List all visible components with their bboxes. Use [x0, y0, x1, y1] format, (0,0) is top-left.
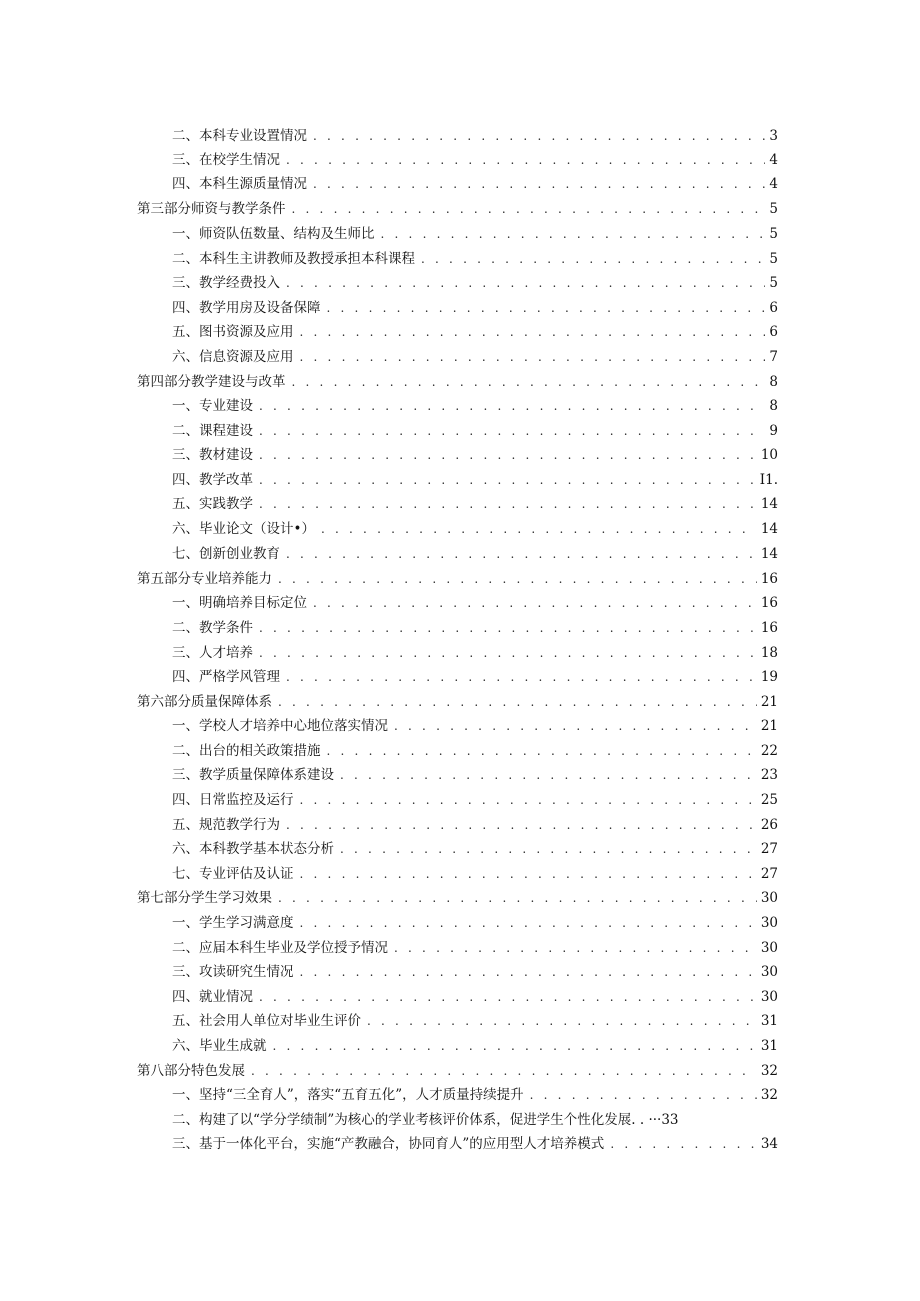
toc-page-number: 10	[760, 447, 778, 463]
toc-page-number: 18	[760, 645, 778, 661]
dot-leader	[321, 520, 757, 538]
dot-leader	[300, 791, 757, 809]
toc-entry[interactable]	[172, 274, 778, 292]
toc-entry[interactable]	[172, 816, 778, 834]
toc-entry-title: 一、明确培养目标定位	[172, 595, 307, 611]
dot-leader	[421, 250, 765, 268]
toc-page-number: 14	[760, 521, 778, 537]
toc-entry-title: 二、出台的相关政策措施	[172, 743, 321, 759]
toc-page-number: 21	[760, 718, 778, 734]
dot-leader	[300, 348, 766, 366]
toc-entry[interactable]	[172, 1012, 778, 1030]
dot-leader	[259, 446, 757, 464]
toc-page-number: 30	[760, 989, 778, 1005]
dot-leader	[313, 127, 765, 145]
toc-entry-title: 五、社会用人单位对毕业生评价	[172, 1013, 361, 1029]
toc-entry[interactable]	[172, 299, 778, 317]
toc-page-number: 26	[760, 817, 778, 833]
dot-leader	[286, 274, 765, 292]
toc-page-number: 8	[769, 398, 778, 414]
toc-section-entry[interactable]	[137, 889, 778, 907]
toc-page-number: 32	[760, 1063, 778, 1079]
toc-entry[interactable]	[172, 791, 778, 809]
toc-entry-title: 四、就业情况	[172, 989, 253, 1005]
toc-page-number: 3	[769, 128, 778, 144]
toc-page-number: 23	[760, 767, 778, 783]
dot-leader	[259, 619, 757, 637]
toc-entry-title: 一、坚持“三全育人”，落实“五育五化”，人才质量持续提升	[172, 1087, 524, 1103]
toc-entry-title: 三、攻读研究生情况	[172, 964, 294, 980]
toc-entry-title: 四、教学用房及设备保障	[172, 300, 321, 316]
toc-entry[interactable]	[172, 127, 778, 145]
toc-entry-title: 三、教材建设	[172, 447, 253, 463]
toc-page-number: 8	[769, 374, 778, 390]
dot-leader	[278, 889, 757, 907]
toc-entry-title: 五、规范教学行为	[172, 817, 280, 833]
dot-leader	[313, 175, 765, 193]
toc-entry-title: 第六部分质量保障体系	[137, 694, 272, 710]
dot-leader	[259, 644, 757, 662]
dot-leader	[278, 693, 757, 711]
toc-page-number: 6	[769, 300, 778, 316]
dot-leader	[300, 323, 766, 341]
toc-entry-title: 六、毕业论文（设计•）	[172, 521, 315, 537]
toc-entry[interactable]	[172, 1135, 778, 1153]
dot-leader	[286, 668, 757, 686]
toc-entry[interactable]	[172, 594, 778, 612]
toc-page-number: 16	[760, 595, 778, 611]
toc-entry[interactable]	[172, 471, 778, 489]
toc-page-number: 14	[760, 496, 778, 512]
toc-page-number: 32	[760, 1087, 778, 1103]
toc-page-number: 31	[760, 1013, 778, 1029]
dot-leader	[251, 1062, 757, 1080]
toc-entry[interactable]	[172, 840, 778, 858]
dot-leader	[394, 717, 757, 735]
toc-entry[interactable]	[172, 742, 778, 760]
toc-entry-title: 六、本科教学基本状态分析	[172, 841, 334, 857]
toc-entry-title: 三、基于一体化平台，实施“产教融合，协同育人”的应用型人才培养模式	[172, 1136, 605, 1152]
dot-leader	[300, 865, 757, 883]
toc-entry-title: 二、本科专业设置情况	[172, 128, 307, 144]
dot-leader	[259, 988, 757, 1006]
toc-page-number: 27	[760, 866, 778, 882]
toc-entry-title: 二、课程建设	[172, 423, 253, 439]
dot-leader	[340, 766, 757, 784]
toc-entry-title: 第七部分学生学习效果	[137, 890, 272, 906]
toc-page-number: 19	[760, 669, 778, 685]
toc-entry[interactable]	[172, 446, 778, 464]
toc-entry-title: 五、图书资源及应用	[172, 324, 294, 340]
toc-entry[interactable]	[172, 668, 778, 686]
toc-entry-title: 一、学生学习满意度	[172, 915, 294, 931]
dot-leader	[327, 742, 757, 760]
toc-page-number: 5	[769, 251, 778, 267]
dot-leader	[286, 151, 765, 169]
dot-leader	[292, 200, 766, 218]
toc-entry-title: 六、毕业生成就	[172, 1038, 267, 1054]
toc-entry[interactable]	[172, 495, 778, 513]
dot-leader	[313, 594, 757, 612]
toc-page-number: 16	[760, 620, 778, 636]
toc-page-number: 9	[769, 423, 778, 439]
dot-leader	[530, 1086, 757, 1104]
toc-page-number: 25	[760, 792, 778, 808]
toc-entry[interactable]	[172, 865, 778, 883]
toc-page-number: 5	[769, 201, 778, 217]
toc-page-number: 22	[760, 743, 778, 759]
dot-leader	[610, 1135, 757, 1153]
toc-entry-title: 一、专业建设	[172, 398, 253, 414]
toc-page-number: 5	[769, 275, 778, 291]
toc-entry[interactable]	[172, 225, 778, 243]
toc-section-entry[interactable]	[137, 570, 778, 588]
toc-entry-title: 六、信息资源及应用	[172, 349, 294, 365]
toc-entry[interactable]	[172, 619, 778, 637]
toc-page-number: 27	[760, 841, 778, 857]
toc-page-number: 30	[760, 964, 778, 980]
toc-entry-title: 二、教学条件	[172, 620, 253, 636]
dot-leader	[259, 422, 765, 440]
toc-entry-title: 一、学校人才培养中心地位落实情况	[172, 718, 388, 734]
toc-page-number: 4	[769, 176, 778, 192]
toc-entry-title: 七、创新创业教育	[172, 546, 280, 562]
toc-page-number: 30	[760, 890, 778, 906]
toc-page-number: 21	[760, 694, 778, 710]
dot-leader	[278, 570, 757, 588]
toc-entry[interactable]	[172, 717, 778, 735]
toc-page-number: 7	[769, 349, 778, 365]
toc-entry[interactable]	[172, 988, 778, 1006]
toc-entry[interactable]	[172, 323, 778, 341]
toc-entry[interactable]	[172, 766, 778, 784]
toc-entry-title: 二、构建了以“学分学绩制”为核心的学业考核评价体系，促进学生个性化发展. . ···33	[172, 1112, 679, 1128]
toc-entry[interactable]	[172, 520, 778, 538]
toc-entry-title: 第四部分教学建设与改革	[137, 374, 286, 390]
toc-page-number: 31	[760, 1038, 778, 1054]
toc-entry[interactable]	[172, 914, 778, 932]
dot-leader	[286, 816, 757, 834]
toc-entry-title: 第八部分特色发展	[137, 1063, 245, 1079]
toc-page-number: 14	[760, 546, 778, 562]
toc-entry-title: 五、实践教学	[172, 496, 253, 512]
toc-entry[interactable]	[172, 963, 778, 981]
dot-leader	[340, 840, 757, 858]
toc-entry-title: 二、本科生主讲教师及教授承担本科课程	[172, 251, 415, 267]
dot-leader	[259, 397, 765, 415]
dot-leader	[394, 939, 757, 957]
toc-entry-title: 七、专业评估及认证	[172, 866, 294, 882]
toc-entry[interactable]	[172, 1037, 778, 1055]
toc-section-entry[interactable]	[137, 1062, 778, 1080]
toc-entry-title: 四、本科生源质量情况	[172, 176, 307, 192]
toc-entry[interactable]	[172, 397, 778, 415]
toc-page-number: 30	[760, 940, 778, 956]
toc-page-number: 4	[769, 152, 778, 168]
dot-leader	[259, 495, 757, 513]
dot-leader	[292, 373, 766, 391]
toc-entry-title: 第三部分师资与教学条件	[137, 201, 286, 217]
toc-entry-title: 二、应届本科生毕业及学位授予情况	[172, 940, 388, 956]
toc-entry[interactable]	[172, 1086, 778, 1104]
toc-entry[interactable]	[172, 151, 778, 169]
toc-page-number: 30	[760, 915, 778, 931]
toc-entry-title: 第五部分专业培养能力	[137, 571, 272, 587]
dot-leader	[300, 914, 757, 932]
toc-page-number: 34	[760, 1136, 778, 1152]
dot-leader	[381, 225, 766, 243]
toc-entry-title: 三、教学经费投入	[172, 275, 280, 291]
toc-entry[interactable]	[172, 348, 778, 366]
toc-entry[interactable]	[172, 939, 778, 957]
toc-section-entry[interactable]	[137, 373, 778, 391]
toc-section-entry[interactable]	[137, 693, 778, 711]
toc-section-entry[interactable]	[137, 200, 778, 218]
dot-leader	[327, 299, 766, 317]
toc-entry-title: 四、教学改革	[172, 472, 253, 488]
dot-leader	[367, 1012, 757, 1030]
toc-entry-title: 四、严格学风管理	[172, 669, 280, 685]
toc-entry[interactable]	[172, 422, 778, 440]
dot-leader	[259, 471, 756, 489]
toc-entry[interactable]	[172, 1111, 778, 1129]
toc-entry[interactable]	[172, 175, 778, 193]
toc-page-number: I1.	[759, 472, 778, 488]
toc-entry-title: 四、日常监控及运行	[172, 792, 294, 808]
toc-page-number: 6	[769, 324, 778, 340]
dot-leader	[286, 545, 757, 563]
dot-leader	[300, 963, 757, 981]
dot-leader	[273, 1037, 757, 1055]
toc-page-number: 16	[760, 571, 778, 587]
toc-entry-title: 一、师资队伍数量、结构及生师比	[172, 226, 375, 242]
toc-entry-title: 三、在校学生情况	[172, 152, 280, 168]
toc-entry-title: 三、人才培养	[172, 645, 253, 661]
toc-entry[interactable]	[172, 250, 778, 268]
toc-entry[interactable]	[172, 545, 778, 563]
toc-entry-title: 三、教学质量保障体系建设	[172, 767, 334, 783]
toc-entry[interactable]	[172, 644, 778, 662]
toc-page-number: 5	[769, 226, 778, 242]
